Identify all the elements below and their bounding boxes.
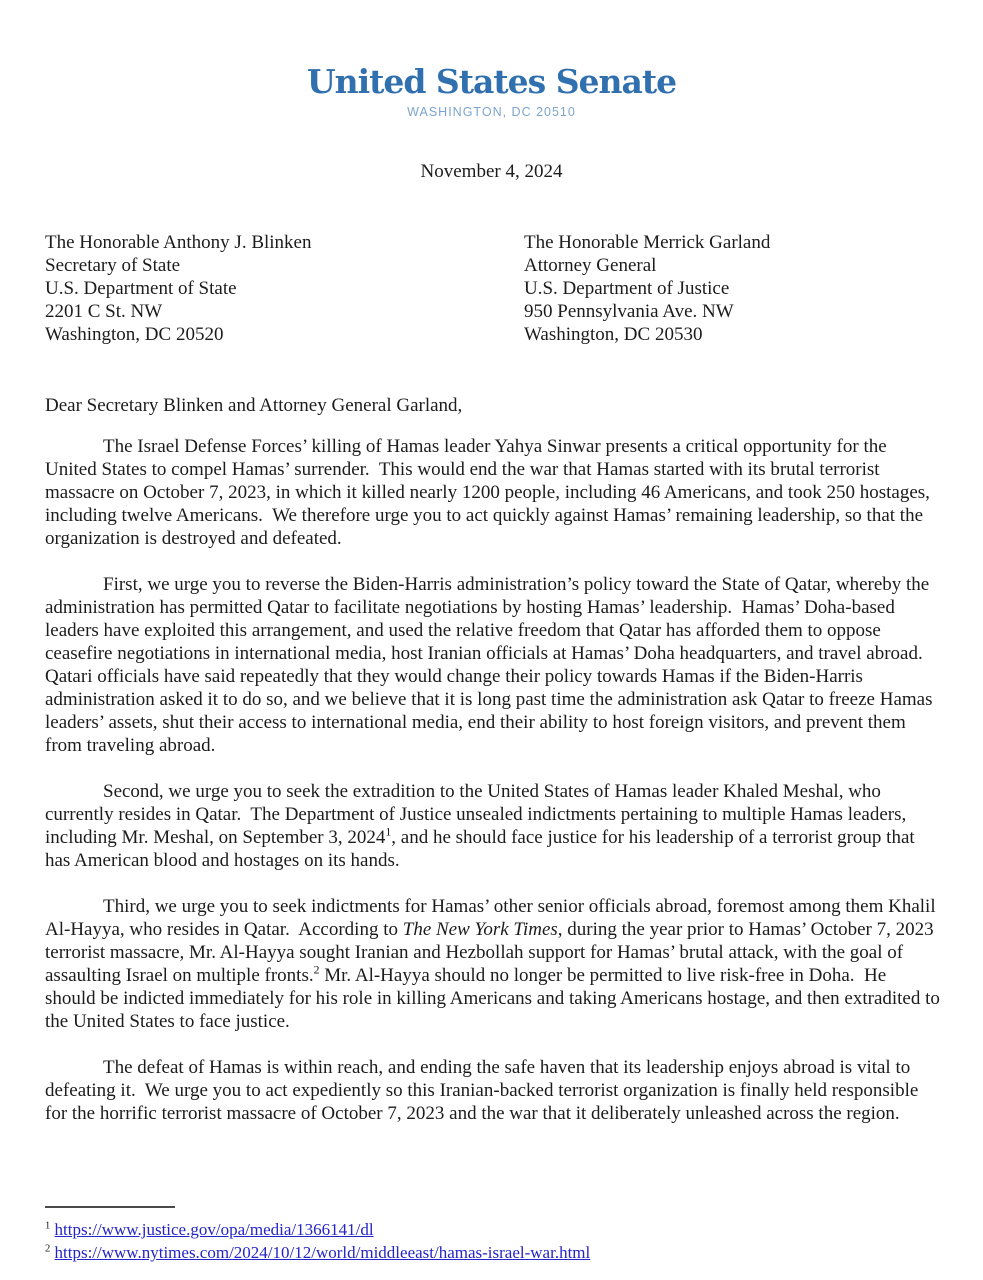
- recipient-city: Washington, DC 20520: [45, 324, 224, 346]
- footnote-ref-1: 1: [385, 825, 392, 839]
- recipient-street: 950 Pennsylvania Ave. NW: [524, 301, 734, 323]
- recipient-blocks: [45, 231, 938, 346]
- recipient-street: 2201 C St. NW: [45, 301, 163, 323]
- paragraph-4-text: Third, we urge you to seek indictments for Hamas’ other senior officials abroad, foremost among them Khalil Al-Hayya, who resides in Qatar. According to: [45, 896, 940, 941]
- footnote-2-link[interactable]: https://www.nytimes.com/2024/10/12/world/middleeast/hamas-israel-war.html: [54, 1243, 591, 1262]
- recipient-department: U.S. Department of Justice: [524, 278, 730, 300]
- footnote-1-marker: 1: [45, 1220, 51, 1232]
- paragraph-3-text: Second, we urge you to seek the extradition to the United States of Hamas leader Khaled Meshal, who currently resides in Qatar. The Department of Justice unsealed indictments pertaining to multiple Hamas leaders, including Mr. Meshal, on September 3, 2024: [45, 781, 912, 849]
- paragraph-3: [45, 780, 940, 872]
- footnote-1-link[interactable]: https://www.justice.gov/opa/media/1366141/dl: [54, 1220, 374, 1239]
- recipient-name: The Honorable Merrick Garland: [524, 232, 771, 254]
- paragraph-3-text-after: , and he should face justice for his leadership of a terrorist group that has American blood and hostages on its hands.: [45, 827, 920, 872]
- recipient-name: The Honorable Anthony J. Blinken: [45, 232, 312, 254]
- letterhead-address: WASHINGTON, DC 20510: [407, 105, 576, 120]
- paragraph-2: First, we urge you to reverse the Biden-Harris administration’s policy toward the State of Qatar, whereby the administration has permitted Qatar to facilitate negotiations by hosting Hamas’ leadership. Hamas’ Doha-based leaders have exploited this arrangement, and used the relative freedom that Qatar has afforded them to oppose ceasefire negotiations in international media, host Iranian officials at Hamas’ Doha headquarters, and travel abroad. Qatari officials have said repeatedly that they would change their policy towards Hamas if the Biden-Harris administration asked it to do so, and we believe that it is long past time the administration ask Qatar to freeze Hamas leaders’ assets, shut their access to international media, end their ability to host foreign visitors, and prevent them from traveling abroad.: [45, 574, 938, 757]
- footnote-2: [45, 1241, 938, 1264]
- salutation: Dear Secretary Blinken and Attorney General Garland,: [45, 395, 463, 417]
- footnote-2-marker: 2: [45, 1243, 51, 1255]
- recipient-title: Secretary of State: [45, 255, 181, 277]
- paragraph-4-text-after: Mr. Al-Hayya should no longer be permitted to live risk-free in Doha. He should be indicted immediately for his role in killing Americans and taking Americans hostage, and then extradited to the United States to face justice.: [45, 965, 945, 1033]
- letterhead: [0, 0, 983, 119]
- footnote-ref-2: 2: [313, 963, 320, 977]
- footnote-separator: [45, 1206, 175, 1208]
- footnote-1: [45, 1218, 938, 1241]
- paragraph-4: [45, 895, 945, 1033]
- recipient-department: U.S. Department of State: [45, 278, 237, 300]
- letter-date: November 4, 2024: [420, 161, 563, 183]
- recipient-block-garland: [524, 231, 938, 346]
- paragraph-1: The Israel Defense Forces’ killing of Hamas leader Yahya Sinwar presents a critical opportunity for the United States to compel Hamas’ surrender. This would end the war that Hamas started with its brutal terrorist massacre on October 7, 2023, in which it killed nearly 1200 people, including 46 Americans, and took 250 hostages, including twelve Americans. We therefore urge you to act quickly against Hamas’ remaining leadership, so that the organization is destroyed and defeated.: [45, 436, 935, 550]
- recipient-city: Washington, DC 20530: [524, 324, 703, 346]
- recipient-title: Attorney General: [524, 255, 657, 277]
- paragraph-4-text-mid: , during the year prior to Hamas’ October 7, 2023 terrorist massacre, Mr. Al-Hayya sought Iranian and Hezbollah support for Hamas’ brutal attack, with the goal of assaulting Israel on multiple fronts.: [45, 919, 939, 987]
- nyt-citation: The New York Times: [402, 919, 558, 941]
- paragraph-5: The defeat of Hamas is within reach, and ending the safe haven that its leadership enjoys abroad is vital to defeating it. We urge you to act expediently so this Iranian-backed terrorist organization is finally held responsible for the horrific terrorist massacre of October 7, 2023 and the war that it deliberately unleashed across the region.: [45, 1057, 924, 1125]
- footnotes: [45, 1206, 938, 1264]
- letterhead-title: United States Senate: [306, 62, 677, 101]
- recipient-block-blinken: [45, 231, 524, 346]
